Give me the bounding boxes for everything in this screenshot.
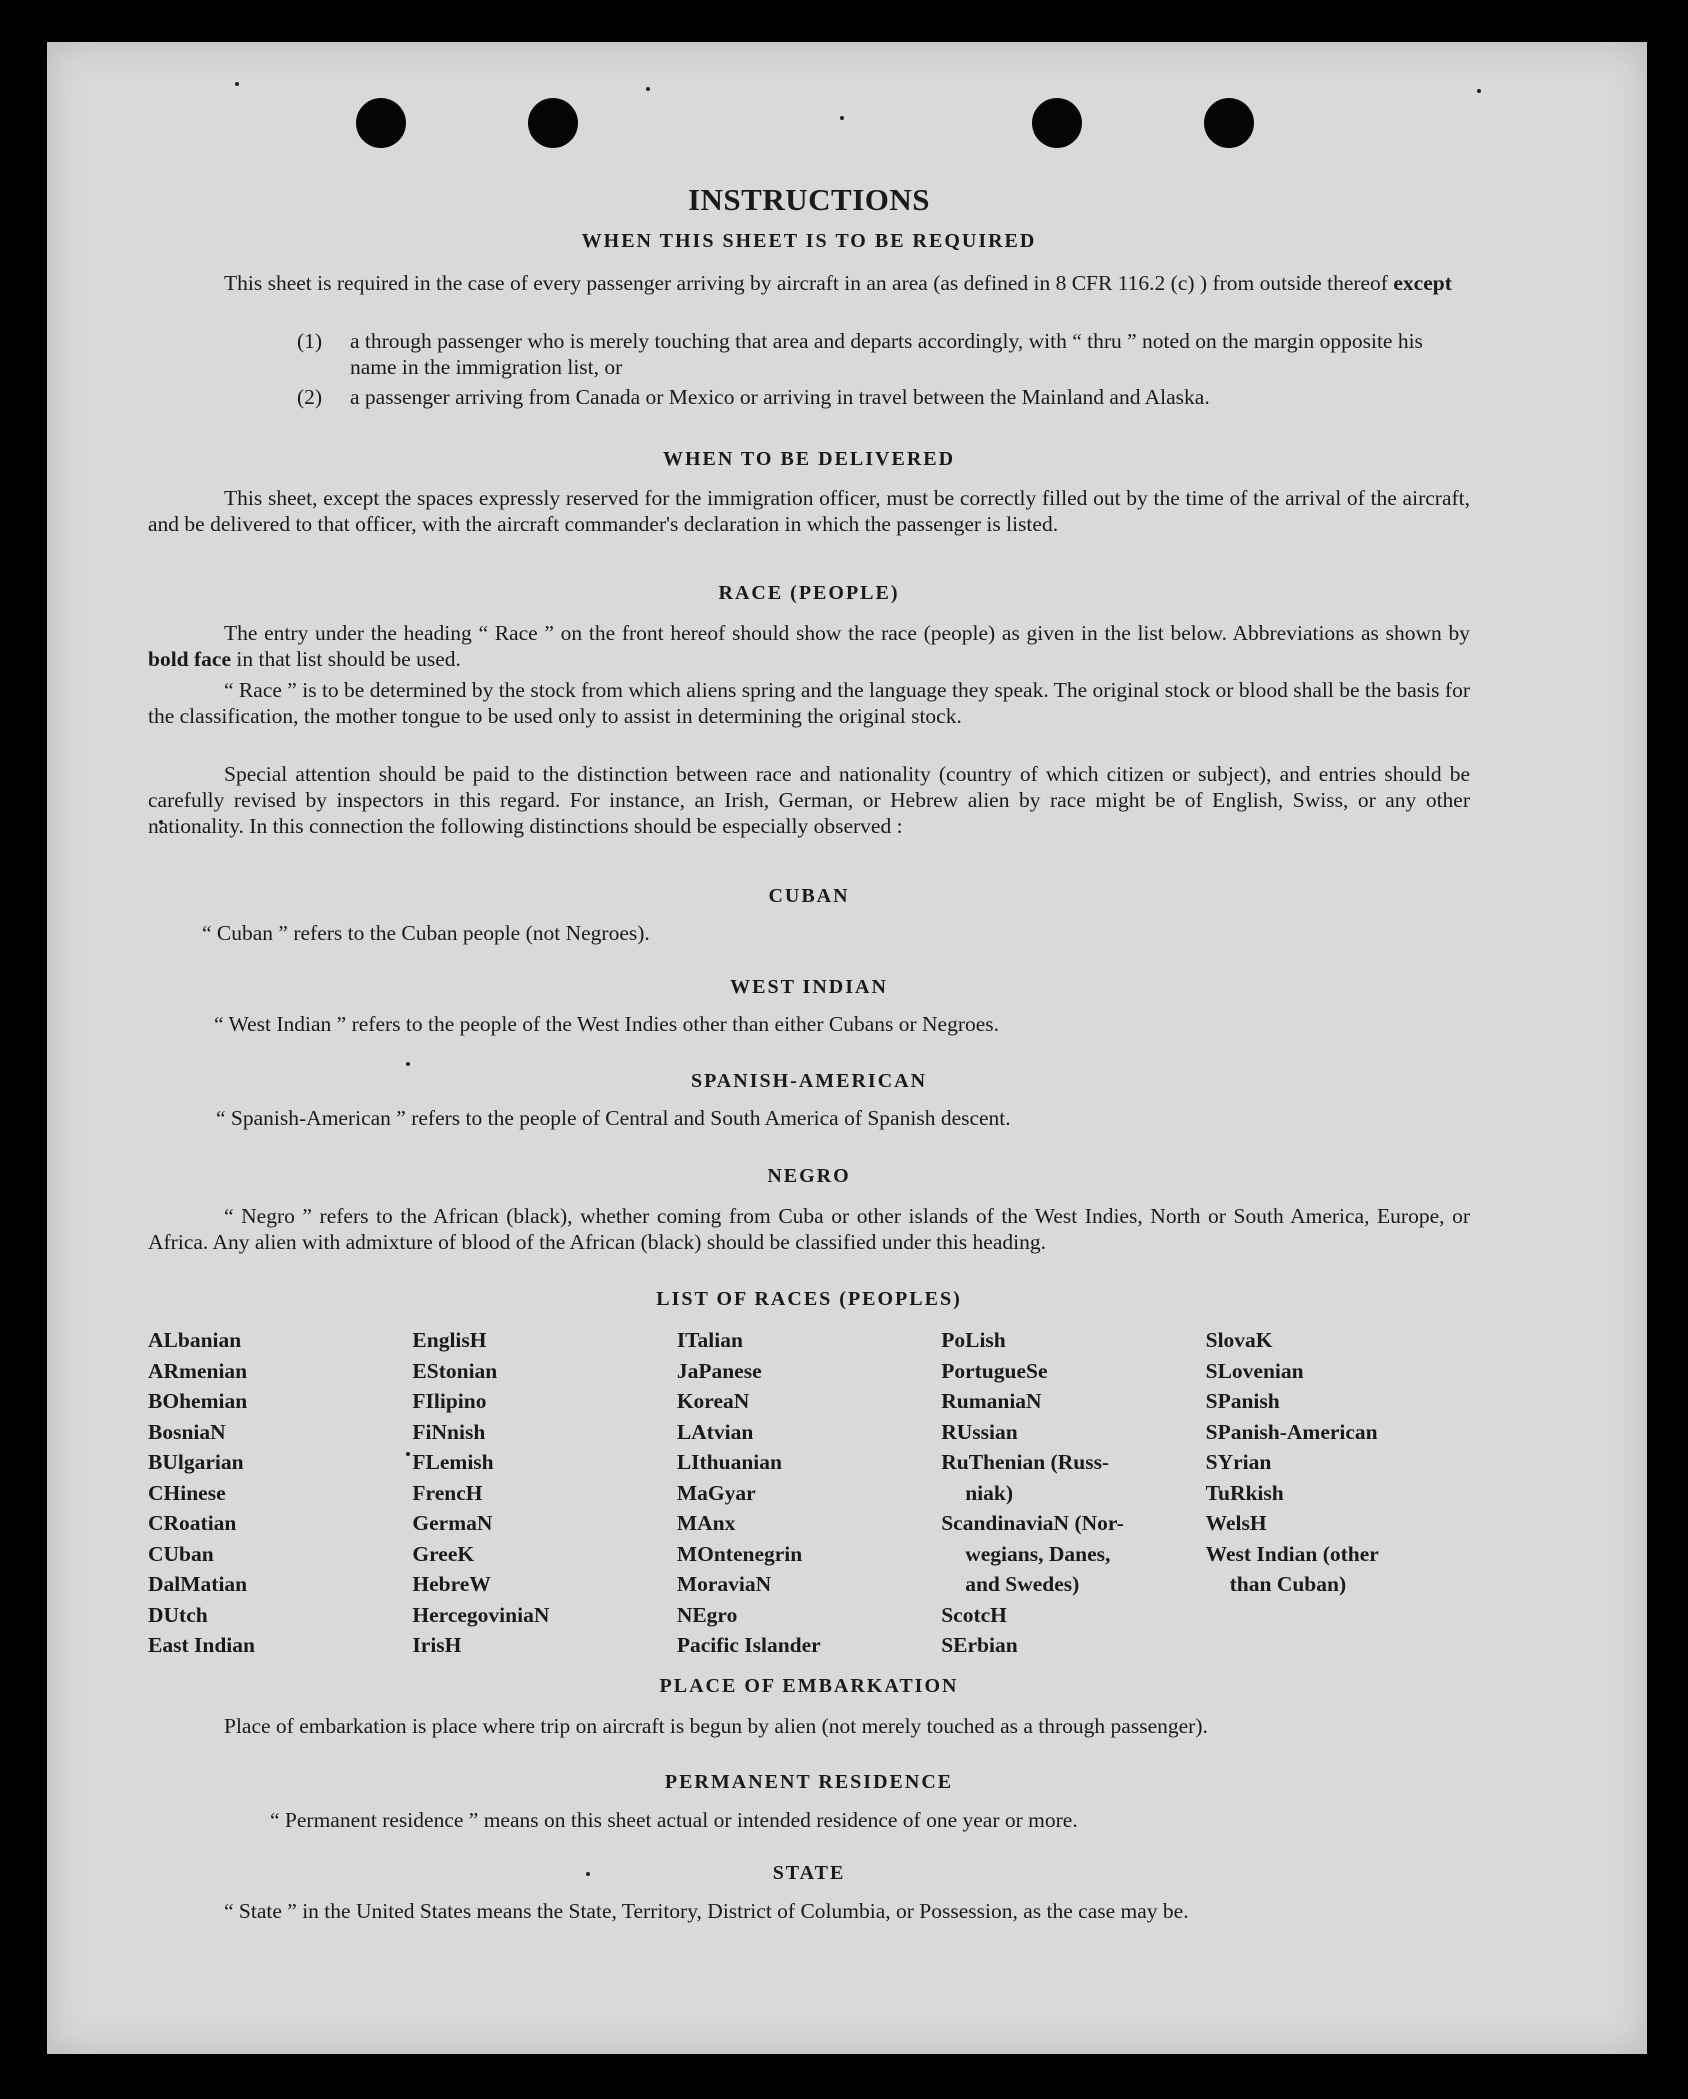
paragraph: This sheet, except the spaces expressly reserved for the immigration officer, must be correctly filled out by the time of the arrival of the aircraft, and be delivered to that officer, with the aircraft commander's declaration in which the passenger is listed. — [148, 486, 1470, 536]
race-item: ALbanian — [148, 1328, 242, 1352]
race-item: RUssian — [941, 1419, 1018, 1444]
speck — [1477, 89, 1481, 93]
race-item: SPanish-American — [1205, 1419, 1378, 1444]
race-item: SErbian — [941, 1633, 1018, 1657]
race-item: SYrian — [1205, 1450, 1272, 1474]
race-item: LIthuanian — [676, 1450, 782, 1474]
race-item: FrencH — [412, 1480, 483, 1505]
bold-text: except — [1393, 271, 1452, 295]
section-heading: STATE — [772, 1862, 846, 1884]
punch-hole — [1204, 98, 1254, 148]
race-item: TuRkish — [1205, 1480, 1284, 1505]
race-column-3 — [677, 1325, 941, 1661]
race-item: WelsH — [1205, 1511, 1267, 1535]
paragraph: “ Negro ” refers to the African (black), whether coming from Cuba or other islands of the West Indies, North or South America, Europe, or Africa. Any alien with admixture of blood of the African (black) should be classified under this heading. — [148, 1204, 1470, 1254]
race-item: EStonian — [412, 1358, 498, 1383]
section-heading: WEST INDIAN — [730, 976, 888, 998]
race-item-continued: and Swedes) — [965, 1572, 1080, 1596]
paragraph-text: This sheet is required in the case of every passenger arriving by aircraft in an area (as defined in 8 CFR 116.2 (c) ) from outside thereof — [224, 271, 1388, 295]
punch-hole — [528, 98, 578, 148]
race-item: FLemish — [412, 1450, 494, 1474]
item-text: a passenger arriving from Canada or Mexico or arriving in travel between the Mainland and Alaska. — [350, 385, 1210, 409]
section-heading: LIST OF RACES (PEOPLES) — [656, 1288, 962, 1310]
race-item: HercegoviniaN — [412, 1602, 550, 1627]
race-item: East Indian — [148, 1633, 255, 1657]
race-item: BUlgarian — [148, 1450, 244, 1474]
race-list — [148, 1325, 1470, 1661]
item-number: (1) — [297, 329, 323, 353]
paragraph-text: The entry under the heading “ Race ” on the front hereof should show the race (people) as given in the list below. Abbreviations as shown by — [224, 621, 1470, 645]
punch-hole — [1032, 98, 1082, 148]
race-item: PortugueSe — [941, 1358, 1048, 1383]
paragraph: Special attention should be paid to the distinction between race and nationality (country of which citizen or subject), and entries should be carefully revised by inspectors in this regard. For instance, an Irish, German, or Hebrew alien by race might be of English, Swiss, or any other nationality. In this connection the following distinctions should be especially observed : — [148, 762, 1470, 838]
race-item: JaPanese — [676, 1358, 762, 1383]
item-number: (2) — [297, 385, 323, 409]
race-item: FiNnish — [412, 1419, 486, 1444]
race-item: SLovenian — [1205, 1358, 1304, 1383]
race-item: MAnx — [676, 1511, 736, 1535]
section-heading: PERMANENT RESIDENCE — [664, 1771, 954, 1793]
paragraph-text: in that list should be used. — [236, 647, 461, 671]
race-item: ScotcH — [941, 1602, 1007, 1627]
race-item: MaGyar — [676, 1480, 756, 1505]
race-item: RuThenian (Russ- — [941, 1450, 1110, 1474]
race-item: ARmenian — [148, 1358, 248, 1383]
race-item: RumaniaN — [941, 1389, 1042, 1413]
race-item: GreeK — [412, 1541, 475, 1566]
section-heading: SPANISH-AMERICAN — [690, 1070, 928, 1092]
race-item: SlovaK — [1205, 1328, 1273, 1352]
section-heading: PLACE OF EMBARKATION — [659, 1675, 959, 1697]
race-item: MOntenegrin — [676, 1541, 803, 1566]
race-item: NEgro — [676, 1602, 738, 1627]
race-column-5 — [1206, 1325, 1470, 1661]
speck — [840, 116, 844, 120]
race-item: CUban — [148, 1541, 214, 1566]
race-item: ScandinaviaN (Nor- — [941, 1511, 1124, 1535]
race-item: LAtvian — [676, 1419, 754, 1444]
race-item: PoLish — [941, 1328, 1006, 1352]
bold-text: bold face — [148, 647, 232, 671]
paragraph: “ Spanish-American ” refers to the people of Central and South America of Spanish descent. — [216, 1106, 1011, 1130]
race-column-1 — [148, 1325, 412, 1661]
race-item: West Indian (other — [1205, 1541, 1379, 1566]
race-item: CHinese — [148, 1480, 226, 1505]
race-item: DalMatian — [148, 1572, 248, 1596]
race-column-4 — [941, 1325, 1205, 1661]
paragraph: “ West Indian ” refers to the people of the West Indies other than either Cubans or Negroes. — [214, 1012, 1000, 1036]
race-item: BosniaN — [148, 1419, 226, 1444]
list-item — [297, 328, 1470, 380]
list-item — [297, 384, 1470, 410]
punch-hole — [356, 98, 406, 148]
page-title: INSTRUCTIONS — [687, 182, 930, 217]
race-item: ITalian — [676, 1328, 743, 1352]
section-heading: WHEN THIS SHEET IS TO BE REQUIRED — [581, 230, 1037, 252]
race-item: GermaN — [412, 1511, 493, 1535]
paragraph — [148, 270, 1470, 296]
paragraph: “ Permanent residence ” means on this sheet actual or intended residence of one year or more. — [270, 1808, 1078, 1832]
race-item: CRoatian — [148, 1511, 237, 1535]
section-heading: WHEN TO BE DELIVERED — [662, 448, 956, 470]
section-heading: CUBAN — [768, 885, 850, 907]
race-item-continued: than Cuban) — [1229, 1572, 1347, 1596]
paragraph: “ State ” in the United States means the State, Territory, District of Columbia, or Possession, as the case may be. — [224, 1899, 1189, 1923]
speck — [406, 1062, 410, 1066]
race-item: SPanish — [1205, 1389, 1280, 1413]
paragraph: “ Cuban ” refers to the Cuban people (not Negroes). — [202, 921, 650, 945]
speck — [646, 87, 650, 91]
race-item: BOhemian — [148, 1389, 248, 1413]
section-heading: RACE (PEOPLE) — [718, 582, 900, 604]
race-item: Pacific Islander — [676, 1633, 821, 1657]
race-item: MoraviaN — [676, 1572, 772, 1596]
race-item-continued: wegians, Danes, — [965, 1541, 1111, 1566]
race-item: DUtch — [148, 1602, 208, 1627]
race-item: FIlipino — [412, 1389, 487, 1413]
race-item: HebreW — [412, 1572, 491, 1596]
item-text: a through passenger who is merely touching that area and departs accordingly, with “ thru ” noted on the margin opposite his name in the immigration list, or — [350, 329, 1423, 379]
race-item: KoreaN — [676, 1389, 750, 1413]
race-item: IrisH — [412, 1633, 462, 1657]
race-item-continued: niak) — [965, 1480, 1014, 1505]
race-item: EnglisH — [412, 1328, 487, 1352]
speck — [235, 82, 239, 86]
paragraph — [148, 620, 1470, 672]
paragraph: “ Race ” is to be determined by the stock from which aliens spring and the language they speak. The original stock or blood shall be the basis for the classification, the mother tongue to be used only to assist in determining the original stock. — [148, 678, 1470, 728]
section-heading: NEGRO — [767, 1165, 851, 1187]
race-column-2 — [412, 1325, 676, 1661]
paragraph: Place of embarkation is place where trip on aircraft is begun by alien (not merely touched as a through passenger). — [224, 1714, 1208, 1738]
